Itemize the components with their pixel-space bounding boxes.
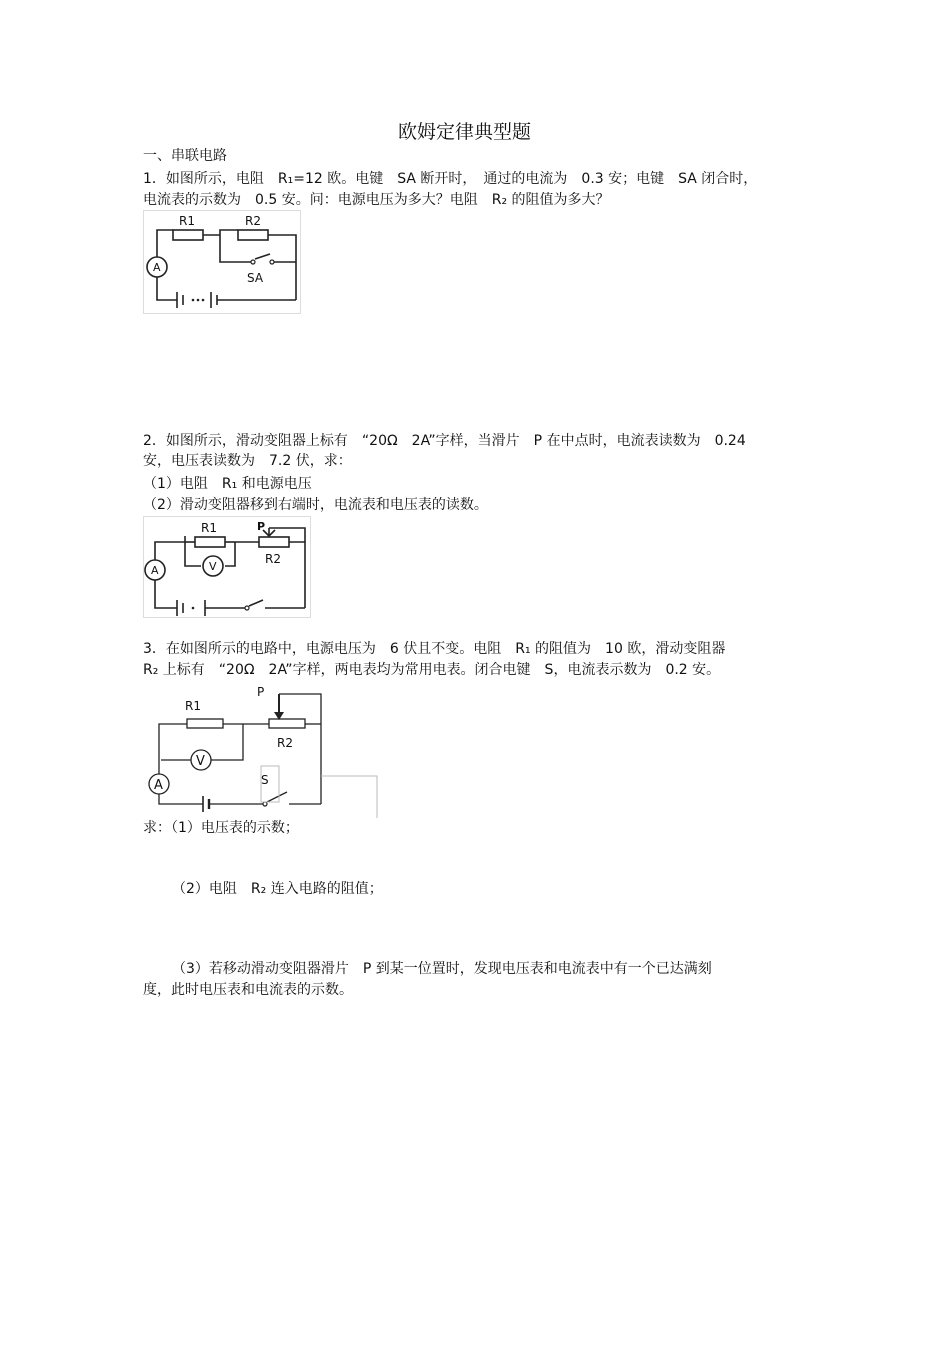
q2-label-p: P: [257, 520, 266, 533]
q3-ask3-line1: （3）若移动滑动变阻器滑片 P 到某一位置时，发现电压表和电流表中有一个已达满刻: [172, 961, 712, 977]
q2-r2-rheostat: [259, 537, 289, 547]
q2-text-line2: 安，电压表读数为 7.2 伏，求：: [143, 453, 352, 469]
q3-circuit-diagram: [143, 684, 383, 820]
q3-r2-rheostat: [269, 719, 305, 728]
q2-sub1: （1）电阻 R₁ 和电源电压: [143, 476, 312, 492]
q1-label-r2: R2: [245, 214, 261, 228]
q2-r1-resistor: [195, 537, 225, 547]
q2-switch: [249, 600, 263, 606]
q1-label-a: A: [153, 261, 161, 274]
section-heading: 一、串联电路: [143, 148, 227, 164]
q3-label-r1: R1: [185, 699, 201, 713]
q1-r2-resistor: [238, 230, 268, 240]
q1-label-r1: R1: [179, 214, 195, 228]
page-title: 欧姆定律典型题: [398, 121, 532, 143]
q1-text-line1: 1．如图所示，电阻 R₁=12 欧。电键 SA 断开时， 通过的电流为 0.3 安；电键 SA 闭合时，: [143, 171, 758, 187]
q2-label-r1: R1: [201, 521, 217, 535]
q3-label-v: V: [196, 754, 205, 769]
q1-label-sa: SA: [247, 271, 264, 285]
q2-label-r2: R2: [265, 552, 281, 566]
q3-switch-s: [267, 792, 287, 802]
q2-text-line1: 2．如图所示，滑动变阻器上标有 “20Ω 2A”字样，当滑片 P 在中点时，电流表读数为 0.24: [143, 433, 746, 449]
q3-label-p: P: [257, 685, 265, 699]
q3-text-line1: 3．在如图所示的电路中，电源电压为 6 伏且不变。电阻 R₁ 的阻值为 10 欧，滑动变阻器: [143, 641, 726, 657]
q2-circuit-diagram: [143, 516, 311, 618]
q2-label-v: V: [209, 560, 217, 573]
q3-label-r2: R2: [277, 736, 293, 750]
q1-text-line2: 电流表的示数为 0.5 安。问：电源电压为多大？电阻 R₂ 的阻值为多大？: [143, 192, 610, 208]
q3-ask1: 求：（1）电压表的示数；: [143, 820, 299, 836]
q3-text-line2: R₂ 上标有 “20Ω 2A”字样，两电表均为常用电表。闭合电键 S，电流表示数为 0.2 安。: [143, 662, 721, 678]
q1-r1-resistor: [173, 230, 203, 240]
q1-switch-sa: [255, 254, 270, 259]
q2-sub2: （2）滑动变阻器移到右端时，电流表和电压表的读数。: [143, 497, 488, 513]
q2-label-a: A: [151, 564, 159, 577]
q1-circuit-diagram: [143, 210, 301, 314]
q3-r1-resistor: [187, 719, 223, 728]
q3-label-s: S: [261, 773, 269, 787]
q3-label-a: A: [154, 778, 163, 793]
q3-ask3-line2: 度，此时电压表和电流表的示数。: [143, 982, 353, 998]
q3-ask2: （2）电阻 R₂ 连入电路的阻值；: [172, 881, 383, 897]
